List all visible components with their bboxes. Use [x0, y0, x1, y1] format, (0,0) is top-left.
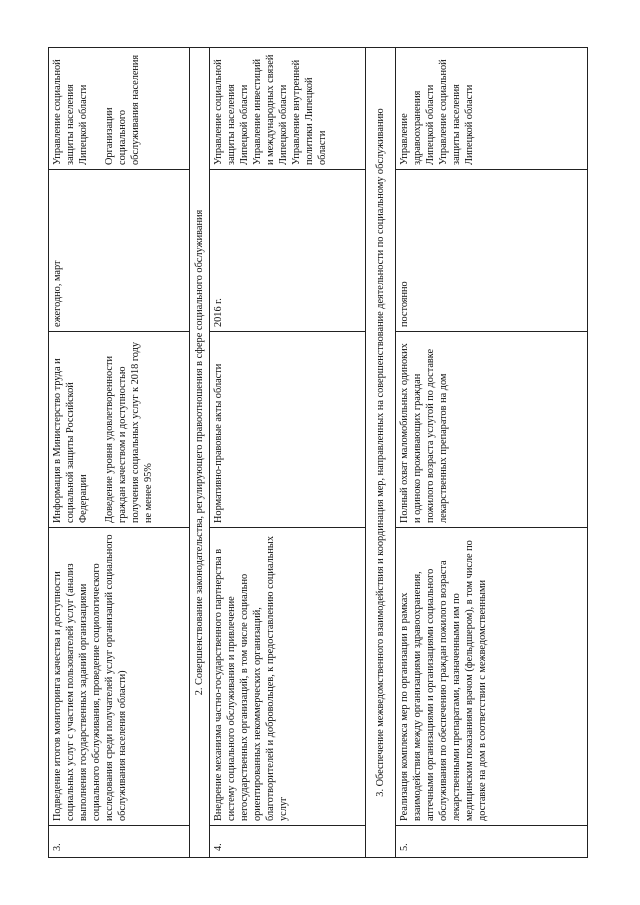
term-cell: постоянно — [396, 170, 588, 332]
section-row — [190, 48, 210, 858]
responsible-text: Управление здравоохранения Липецкой области — [399, 84, 436, 165]
result-text: Доведение уровня удовлетворенности граждан качеством и доступностью получения социальных услуг к 2018 году не менее 95% — [104, 341, 154, 523]
section-heading: 3. Обеспечение межведомственного взаимодействия и координация мер, направленных на совершенствование деятельности по социальному обслуживанию — [366, 48, 396, 858]
responsible-text: Организации социального обслуживания населения — [104, 54, 141, 165]
action-cell: Реализация комплекса мер по организации в рамках взаимодействия между организациями здравоохранения, аптечными организациями и организациями социального обслуживания по обеспечению граждан пожилого возраста лекарственными препаратами, назначенными им по медицинским показаниям врачом (фельдшером), в том числе по доставке на дом в соответствии с межведомственными — [396, 528, 588, 826]
term-cell: 2016 г. — [210, 170, 366, 332]
responsible-cell — [210, 48, 366, 170]
responsible-text: Управление инвестиций и международных связей Липецкой области — [252, 54, 289, 165]
table-row — [210, 48, 366, 858]
result-cell — [49, 332, 190, 528]
rotated-table-container — [48, 48, 582, 858]
responsible-text: Управление социальной защиты населения Липецкой области — [438, 59, 475, 165]
section-row — [366, 48, 396, 858]
responsible-cell — [49, 48, 190, 170]
table-row — [49, 48, 190, 858]
row-number: 3. — [49, 826, 190, 858]
responsible-text: Управление социальной защиты населения Липецкой области — [213, 59, 250, 165]
action-cell: Внедрение механизма частно-государственного партнерства в систему социального обслуживания и привлечение негосударственных организаций, в том числе социально ориентированных некоммерческих организаций, благотворителей и добровольцев, к предоставлению социальных услуг — [210, 528, 366, 826]
result-text: Информация в Министерство труда и социальной защиты Российской Федерации — [52, 358, 89, 523]
section-heading: 2. Совершенствование законодательства, регулирующего правоотношения в сфере социального обслуживания — [190, 48, 210, 858]
table-row — [396, 48, 588, 858]
result-cell: Нормативно-правовые акты области — [210, 332, 366, 528]
responsible-cell — [396, 48, 588, 170]
responsible-text: Управление внутренней политики Липецкой области — [291, 59, 328, 165]
responsible-text: Управление социальной защиты населения Липецкой области — [52, 59, 89, 165]
action-cell: Подведение итогов мониторинга качества и доступности социальных услуг с участием пользователей услуг (анализ выполнения государственных заданий организациями социального обслуживания, проведение социологического исследования среди получателей услуг организаций социального обслуживания населения области) — [49, 528, 190, 826]
result-cell: Полный охват маломобильных одиноких и одиноко проживающих граждан пожилого возраста услугой по доставке лекарственных препаратов на дом — [396, 332, 588, 528]
term-cell: ежегодно, март — [49, 170, 190, 332]
plan-table — [48, 47, 588, 858]
row-number: 5. — [396, 826, 588, 858]
row-number: 4. — [210, 826, 366, 858]
